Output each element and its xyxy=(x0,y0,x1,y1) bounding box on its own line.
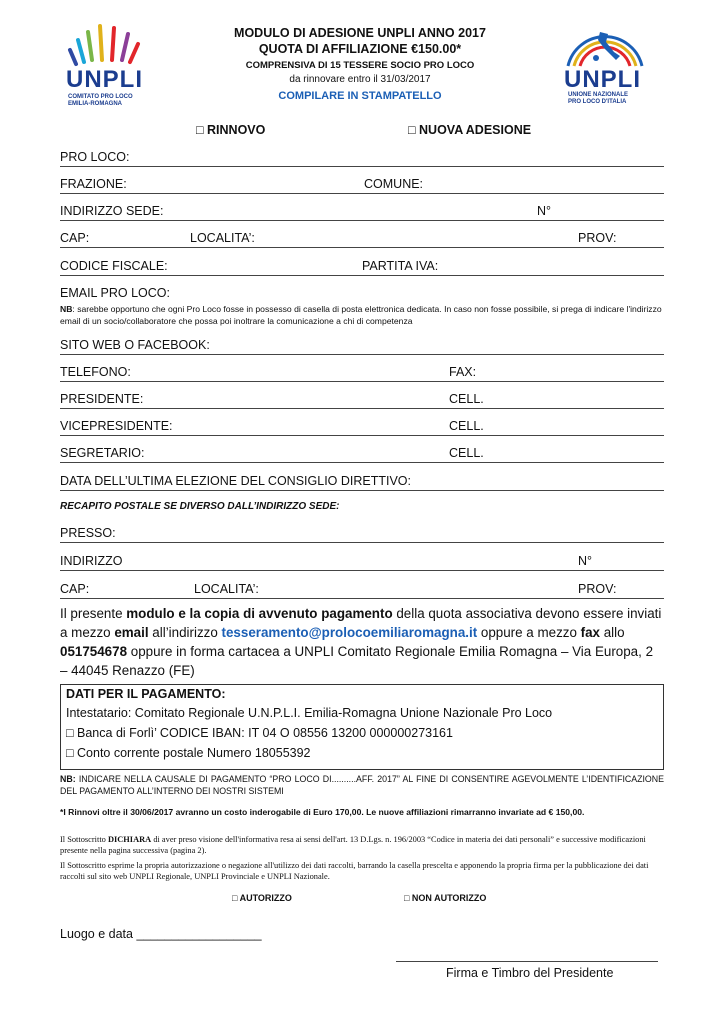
submission-text-8: allo xyxy=(600,625,625,640)
telefono-label: TELEFONO: xyxy=(60,365,131,379)
postal-cap-row[interactable] xyxy=(60,578,664,599)
signature-line[interactable] xyxy=(396,961,658,962)
pro-loco-label: PRO LOCO: xyxy=(60,150,130,164)
comune-label: COMUNE: xyxy=(364,177,424,191)
authorize-checkbox[interactable]: □ AUTORIZZO xyxy=(232,893,292,903)
segretario-cell-label: CELL. xyxy=(449,446,484,460)
submission-text-5: all’indirizzo xyxy=(148,625,222,640)
email-note-text: : sarebbe opportuno che ogni Pro Loco fosse in possesso di casella di posta elettronica dedicata. In caso non fosse possibile, si prega di indicare l'indirizzo email di un socio/collaboratore che possa poi inoltrare la comunicazione a chi di competenza xyxy=(60,304,662,326)
presidente-label: PRESIDENTE: xyxy=(60,392,144,406)
vicepresidente-cell-label: CELL. xyxy=(449,419,484,433)
submission-text-1: Il presente xyxy=(60,606,127,621)
frazione-label: FRAZIONE: xyxy=(60,177,127,191)
logo-right-line2: PRO LOCO D'ITALIA xyxy=(568,99,627,105)
numero-label: N° xyxy=(537,204,552,218)
presidente-row[interactable] xyxy=(60,388,664,409)
indirizzo-sede-row[interactable] xyxy=(60,200,664,221)
presso-row[interactable] xyxy=(60,522,664,543)
vicepresidente-label: VICEPRESIDENTE: xyxy=(60,419,173,433)
email-note-nb: NB xyxy=(60,304,73,314)
indirizzo-sede-label: INDIRIZZO SEDE: xyxy=(60,204,164,218)
privacy-authorization-text: Il Sottoscritto esprime la propria autorizzazione o negazione all'utilizzo dei dati raccolti, barrando la casella prescelta e apponendo la propria firma per la pubblicazione dei dati raccolti sul sito web UNPLI Regionale, UNPLI Provinciale e UNPLI Nazionale. xyxy=(60,861,649,881)
submission-text-3: della quota associativa devono essere inviati a mezzo xyxy=(60,606,662,640)
payment-causale-note xyxy=(60,773,664,797)
unpli-nazionale-logo xyxy=(560,22,650,108)
renew-checkbox[interactable]: □ RINNOVO xyxy=(196,123,266,137)
email-note xyxy=(60,303,664,327)
payment-heading: DATI PER IL PAGAMENTO: xyxy=(66,687,226,701)
postal-localita-label: LOCALITA’: xyxy=(194,582,259,596)
submission-text-4: email xyxy=(114,625,149,640)
fee-title: QUOTA DI AFFILIAZIONE €150.00* xyxy=(258,42,462,56)
telefono-row[interactable] xyxy=(60,361,664,382)
ultima-elezione-label: DATA DELL’ULTIMA ELEZIONE DEL CONSIGLIO DIRETTIVO: xyxy=(60,474,412,488)
submission-fax-number: 051754678 xyxy=(60,644,128,659)
deny-checkbox[interactable]: □ NON AUTORIZZO xyxy=(404,893,487,903)
new-membership-checkbox[interactable]: □ NUOVA ADESIONE xyxy=(408,123,532,137)
presso-label: PRESSO: xyxy=(60,526,116,540)
codice-fiscale-row[interactable] xyxy=(60,255,664,276)
form-title: MODULO DI ADESIONE UNPLI ANNO 2017 xyxy=(234,26,486,40)
fax-label: FAX: xyxy=(449,365,477,379)
sito-web-label: SITO WEB O FACEBOOK: xyxy=(60,338,210,352)
frazione-row[interactable] xyxy=(60,173,664,194)
postal-prov-label: PROV: xyxy=(578,582,617,596)
postal-cap-label: CAP: xyxy=(60,582,90,596)
payment-holder: Intestatario: Comitato Regionale U.N.P.L.I. Emilia-Romagna Unione Nazionale Pro Loco xyxy=(66,706,553,720)
logo-left-line1: COMITATO PRO LOCO xyxy=(68,94,133,100)
email-row[interactable] xyxy=(60,283,664,302)
privacy-declaration xyxy=(60,834,664,856)
unpli-emilia-romagna-logo xyxy=(66,20,150,112)
includes-note: COMPRENSIVA DI 15 TESSERE SOCIO PRO LOCO xyxy=(245,60,475,71)
payment-box xyxy=(60,684,664,770)
payment-nb-text: INDICARE NELLA CAUSALE DI PAGAMENTO “PRO LOCO DI..........AFF. 2017” AL FINE DI CONSENTIRE AGEVOLMENTE L’IDENTIFICAZIONE DEL PAGAMENTO ALL’INTERNO DEI NOSTRI SISTEMI xyxy=(60,774,664,796)
submission-text-9: oppure in forma cartacea a UNPLI Comitato Regionale Emilia Romagna – Via Europa, 2 – 44045 Renazzo (FE) xyxy=(60,644,654,678)
instruction-note: COMPILARE IN STAMPATELLO xyxy=(278,90,442,102)
email-label: EMAIL PRO LOCO: xyxy=(60,286,170,300)
localita-label: LOCALITA’: xyxy=(190,231,255,245)
vicepresidente-row[interactable] xyxy=(60,415,664,436)
sito-web-row[interactable] xyxy=(60,334,664,355)
privacy-text-2: di aver preso visione dell'informativa resa ai sensi dell'art. 13 D.Lgs. n. 196/2003 “Codice in materia dei dati personali” e successive modificazioni presente nella pagina successiva (pagina 2). xyxy=(60,835,646,855)
submission-text-2: modulo e la copia di avvenuto pagamento xyxy=(126,606,393,621)
payment-postal-option[interactable]: □ Conto corrente postale Numero 18055392 xyxy=(66,746,311,760)
presidente-cell-label: CELL. xyxy=(449,392,484,406)
postal-indirizzo-row[interactable] xyxy=(60,550,664,571)
codice-fiscale-label: CODICE FISCALE: xyxy=(60,259,168,273)
payment-nb-label: NB: xyxy=(60,774,76,784)
ultima-elezione-row[interactable] xyxy=(60,470,664,491)
submission-text-7: fax xyxy=(580,625,600,640)
cap-row[interactable] xyxy=(60,227,664,248)
segretario-label: SEGRETARIO: xyxy=(60,446,145,460)
logo-right-line1: UNIONE NAZIONALE xyxy=(568,92,628,98)
privacy-dichiara: DICHIARA xyxy=(107,835,152,844)
postal-heading: RECAPITO POSTALE SE DIVERSO DALL’INDIRIZZO SEDE: xyxy=(60,501,340,512)
logo-left-line2: EMILIA-ROMAGNA xyxy=(68,101,122,107)
renewal-note: *I Rinnovi oltre il 30/06/2017 avranno un costo inderogabile di Euro 170,00. Le nuove affiliazioni rimarranno invariate ad € 150,00. xyxy=(60,807,585,817)
partita-iva-label: PARTITA IVA: xyxy=(362,259,439,273)
prov-label: PROV: xyxy=(578,231,617,245)
submission-paragraph xyxy=(60,604,664,680)
cap-label: CAP: xyxy=(60,231,90,245)
submission-text-6: oppure a mezzo xyxy=(477,625,581,640)
segretario-row[interactable] xyxy=(60,442,664,463)
payment-bank-option[interactable]: □ Banca di Forlì’ CODICE IBAN: IT 04 O 08556 13200 000000273161 xyxy=(66,726,453,740)
signature-label: Firma e Timbro del Presidente xyxy=(446,966,614,980)
privacy-text-1: Il Sottoscritto xyxy=(60,835,108,844)
logo-left-word: UNPLI xyxy=(66,66,143,93)
submission-email-link[interactable]: tesseramento@prolocoemiliaromagna.it xyxy=(221,625,478,640)
place-date-field[interactable]: Luogo e data __________________ xyxy=(60,927,262,941)
deadline-note: da rinnovare entro il 31/03/2017 xyxy=(289,74,431,85)
postal-indirizzo-label: INDIRIZZO xyxy=(60,554,123,568)
pro-loco-row[interactable] xyxy=(60,146,664,167)
postal-numero-label: N° xyxy=(578,554,593,568)
logo-right-word: UNPLI xyxy=(564,66,641,93)
italy-map-icon xyxy=(560,22,650,72)
rainbow-arcs-icon xyxy=(66,20,150,72)
